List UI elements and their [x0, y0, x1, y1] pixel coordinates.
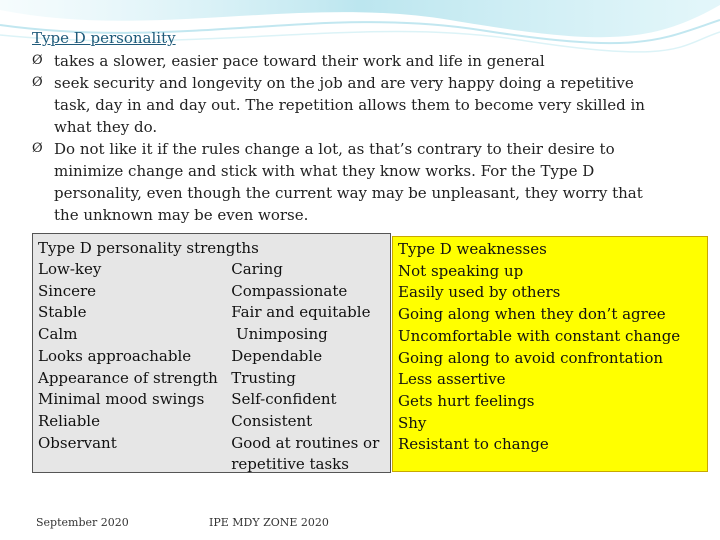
strength-item: Stable	[38, 303, 87, 322]
strength-item: Unimposing	[231, 325, 328, 344]
weakness-item: Going along when they don’t agree	[398, 305, 666, 324]
list-item	[32, 138, 672, 226]
bullet-text: takes a slower, easier pace toward their work and life in general	[54, 52, 545, 70]
strengths-box	[32, 233, 391, 473]
arrow-bullet-icon: Ø	[32, 75, 43, 90]
bullet-text: seek security and longevity on the job and are very happy doing a repetitive task, day in and day out. The repetition allows them to become very skilled in what they do.	[54, 74, 645, 136]
strength-item: Dependable	[231, 346, 323, 365]
strength-item: Fair and equitable	[231, 303, 371, 322]
weakness-item: Less assertive	[398, 370, 506, 389]
strength-item: Trusting	[231, 368, 296, 387]
weaknesses-heading: Type D weaknesses	[398, 240, 547, 258]
strengths-heading: Type D personality strengths	[38, 239, 259, 257]
strength-item: Sincere	[38, 281, 97, 300]
weakness-item: Going along to avoid confrontation	[398, 348, 664, 367]
strength-item: Low-key	[38, 260, 102, 278]
strength-item: Compassionate	[231, 281, 348, 300]
strength-item: Minimal mood swings	[38, 390, 205, 409]
footer-date: September 2020	[36, 516, 129, 529]
strength-item: Self-confident	[231, 390, 337, 409]
page-title: Type D personality	[32, 29, 176, 47]
list-item	[32, 72, 672, 138]
list-item	[32, 50, 672, 72]
strength-item: Caring	[231, 260, 283, 278]
strength-item: Appearance of strength	[38, 368, 218, 387]
weakness-item: Resistant to change	[398, 435, 549, 454]
strength-item: Good at routines or repetitive tasks	[231, 433, 380, 474]
strengths-column-2	[231, 259, 385, 476]
weakness-item: Shy	[398, 413, 427, 432]
weakness-item: Easily used by others	[398, 283, 561, 302]
strengths-column-1	[38, 259, 231, 476]
weakness-item: Uncomfortable with constant change	[398, 326, 681, 345]
footer-org: IPE MDY ZONE 2020	[209, 516, 329, 529]
strength-item: Observant	[38, 433, 117, 452]
strength-item: Calm	[38, 325, 78, 344]
arrow-bullet-icon: Ø	[32, 141, 43, 156]
bullet-list	[32, 50, 672, 226]
weakness-item: Gets hurt feelings	[398, 391, 535, 410]
weaknesses-box	[392, 236, 708, 472]
weakness-item: Not speaking up	[398, 261, 524, 280]
strength-item: Looks approachable	[38, 346, 192, 365]
strength-item: Reliable	[38, 411, 100, 430]
strength-item: Consistent	[231, 411, 313, 430]
arrow-bullet-icon: Ø	[32, 53, 43, 68]
bullet-text: Do not like it if the rules change a lot, as that’s contrary to their desire to minimize change and stick with what they know works. For the Type D personality, even though the current way may be unpleasant, they worry that the unknown may be even worse.	[54, 140, 643, 224]
